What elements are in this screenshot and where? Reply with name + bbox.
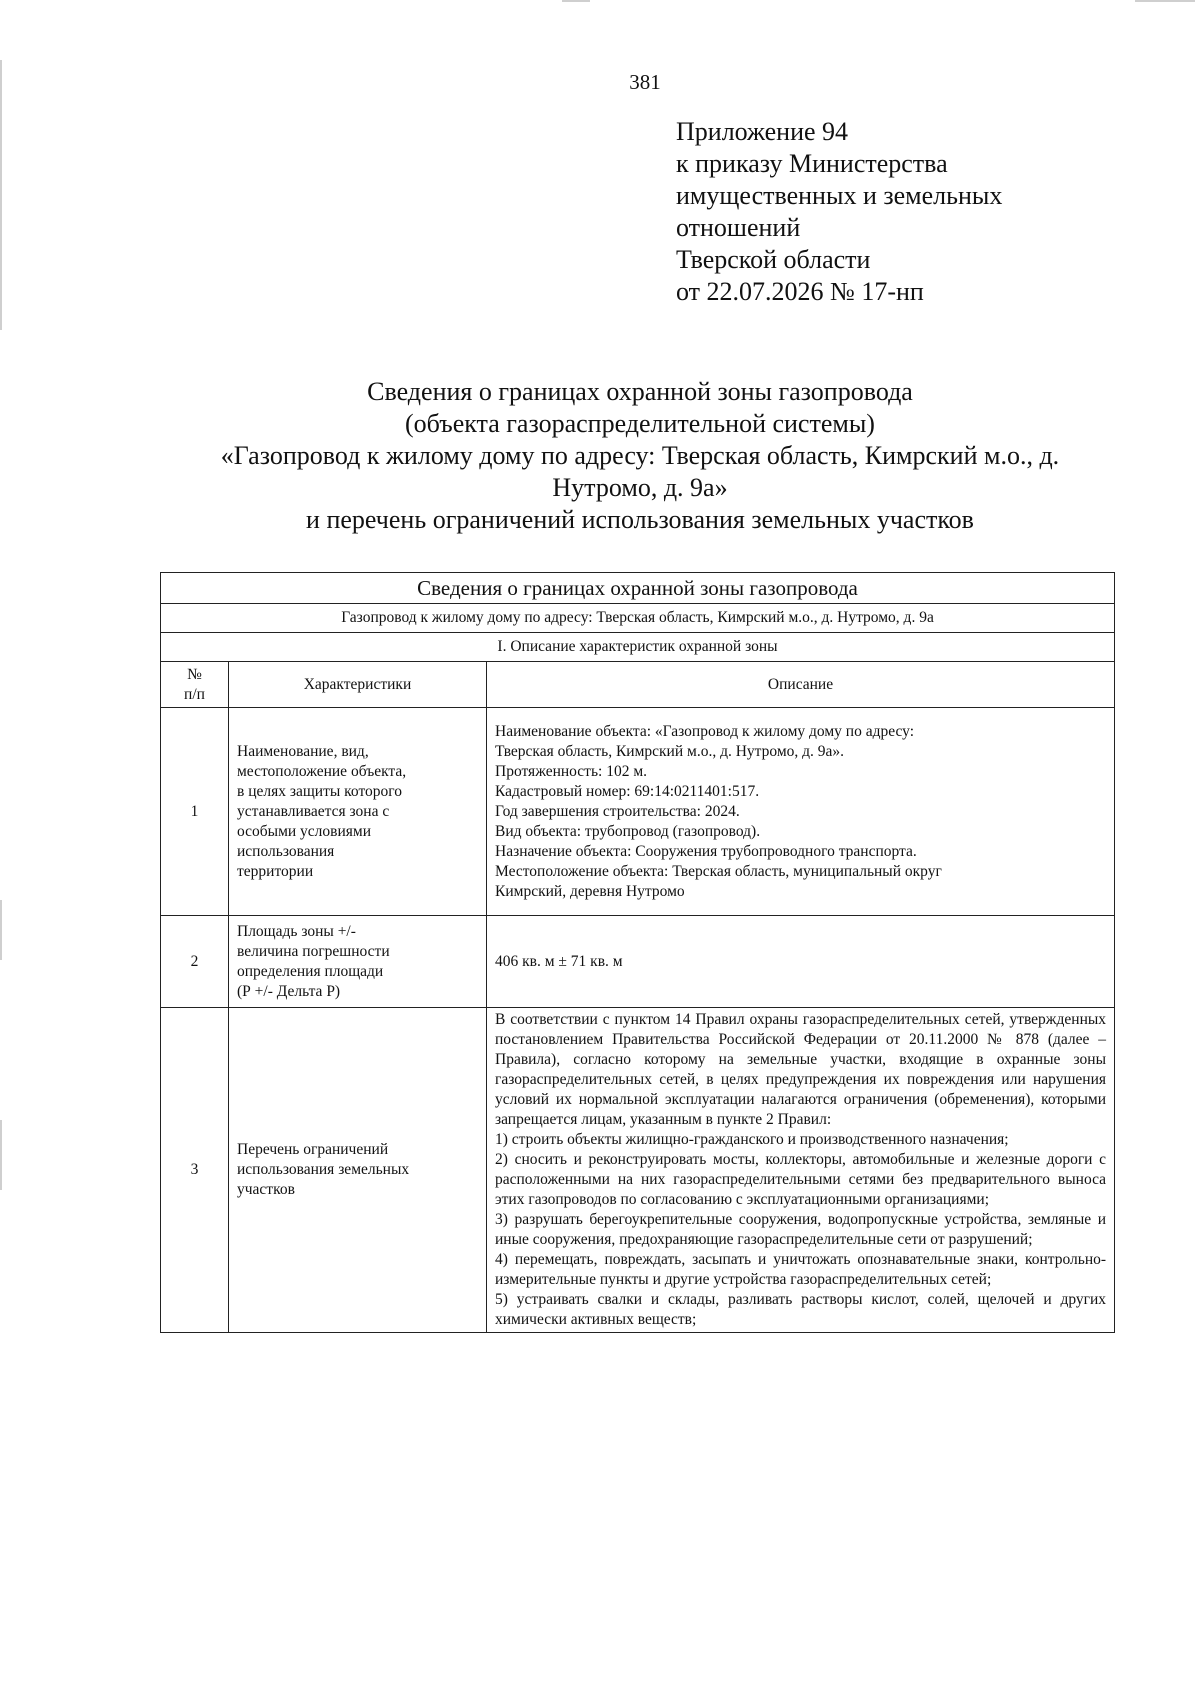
appendix-line: имущественных и земельных xyxy=(676,181,1003,210)
description-line: Местоположение объекта: Тверская область, муниципальный округ xyxy=(495,862,942,880)
title-line: и перечень ограничений использования земельных участков xyxy=(306,505,974,534)
scan-edge-mark xyxy=(0,900,2,960)
characteristic-line: Перечень ограничений xyxy=(237,1141,389,1158)
characteristic-line: особыми условиями xyxy=(237,822,372,840)
appendix-line: к приказу Министерства xyxy=(676,149,948,178)
appendix-line: от 22.07.2026 № 17-нп xyxy=(676,277,924,306)
appendix-line: отношений xyxy=(676,213,801,242)
characteristic-line: использования земельных xyxy=(237,1161,410,1178)
row-description xyxy=(487,1008,1115,1333)
title-line: Сведения о границах охранной зоны газопровода xyxy=(367,377,913,406)
table-row xyxy=(161,1008,1115,1333)
characteristic-line: в целях защиты которого xyxy=(237,782,402,800)
row-description xyxy=(487,916,1115,1008)
table-row xyxy=(161,708,1115,916)
characteristic-line: Площадь зоны +/- xyxy=(237,922,356,940)
table-object-name: Газопровод к жилому дому по адресу: Тверская область, Кимрский м.о., д. Нутромо, д. 9а xyxy=(161,604,1115,633)
description-line: Кадастровый номер: 69:14:0211401:517. xyxy=(495,782,760,800)
characteristic-line: участков xyxy=(237,1181,295,1198)
description-line: Назначение объекта: Сооружения трубопроводного транспорта. xyxy=(495,842,917,860)
column-header-description: Описание xyxy=(487,662,1115,708)
page-number: 381 xyxy=(629,70,661,94)
appendix-line: Тверской области xyxy=(676,245,871,274)
row-number: 1 xyxy=(161,708,229,916)
row-characteristic xyxy=(229,708,487,916)
title-line: Нутромо, д. 9а» xyxy=(552,473,728,502)
characteristic-line: Наименование, вид, xyxy=(237,742,369,760)
scan-edge-mark xyxy=(0,60,2,330)
characteristic-line: местоположение объекта, xyxy=(237,762,407,780)
scan-edge-mark xyxy=(1135,0,1195,2)
description-line: Год завершения строительства: 2024. xyxy=(495,802,740,820)
characteristic-line: определения площади xyxy=(237,962,384,980)
table-section-title: I. Описание характеристик охранной зоны xyxy=(161,633,1115,662)
description-line: Вид объекта: трубопровод (газопровод). xyxy=(495,822,761,840)
document-title xyxy=(160,376,1120,536)
characteristic-line: устанавливается зона с xyxy=(237,802,390,820)
characteristic-line: территории xyxy=(237,862,314,880)
column-header-number-line2: п/п xyxy=(184,685,205,703)
row-number: 3 xyxy=(161,1008,229,1333)
zone-table xyxy=(160,572,1115,1333)
title-line: (объекта газораспределительной системы) xyxy=(405,409,875,438)
row-characteristic xyxy=(229,916,487,1008)
row-description xyxy=(487,708,1115,916)
appendix-block xyxy=(676,116,1002,308)
description-line: Протяженность: 102 м. xyxy=(495,762,648,780)
description-line: Тверская область, Кимрский м.о., д. Нутромо, д. 9а». xyxy=(495,742,845,760)
characteristic-line: (Р +/- Дельта Р) xyxy=(237,982,341,1000)
description-line: Кимрский, деревня Нутромо xyxy=(495,882,685,900)
area-value: 406 кв. м ± 71 кв. м xyxy=(495,952,623,970)
description-line: Наименование объекта: «Газопровод к жилому дому по адресу: xyxy=(495,722,915,740)
restriction-item: 5) устраивать свалки и склады, разливать растворы кислот, солей, щелочей и других химически активных веществ; xyxy=(495,1291,1107,1328)
scan-edge-mark xyxy=(562,0,590,2)
column-header-number-line1: № xyxy=(187,665,202,683)
title-line: «Газопровод к жилому дому по адресу: Тверская область, Кимрский м.о., д. xyxy=(220,441,1060,470)
table-row xyxy=(161,916,1115,1008)
scan-edge-mark xyxy=(0,1120,2,1190)
row-number: 2 xyxy=(161,916,229,1008)
restriction-item: 4) перемещать, повреждать, засыпать и уничтожать опознавательные знаки, контрольно-измерительные пункты и другие устройства газораспределительных сетей; xyxy=(495,1251,1107,1288)
column-header-characteristics: Характеристики xyxy=(229,662,487,708)
column-header-number xyxy=(161,662,229,708)
row-characteristic xyxy=(229,1008,487,1333)
characteristic-line: величина погрешности xyxy=(237,942,390,960)
table-heading: Сведения о границах охранной зоны газопровода xyxy=(161,573,1115,604)
characteristic-line: использования xyxy=(237,842,335,860)
restriction-item: 1) строить объекты жилищно-гражданского и производственного назначения; xyxy=(495,1131,1009,1148)
restriction-item: 3) разрушать берегоукрепительные сооружения, водопропускные устройства, земляные и иные сооружения, предохраняющие газораспределительные сети от разрушений; xyxy=(495,1211,1107,1248)
restriction-intro: В соответствии с пунктом 14 Правил охраны газораспределительных сетей, утвержденных постановлением Правительства Российской Федерации от 20.11.2000 № 878 (далее – Правила), согласно которому на земельные участки, входящие в охранные зоны газораспределительных сетей, в целях предупреждения их повреждения или нарушения условий их нормальной эксплуатации налагаются ограничения (обременения), которыми запрещается лицам, указанным в пункте 2 Правил: xyxy=(495,1011,1107,1128)
appendix-line: Приложение 94 xyxy=(676,117,849,146)
restriction-item: 2) сносить и реконструировать мосты, коллекторы, автомобильные и железные дороги с расположенными на них газораспределительными сетями без предварительного выноса этих газопроводов по согласованию с эксплуатационными организациями; xyxy=(495,1151,1107,1208)
